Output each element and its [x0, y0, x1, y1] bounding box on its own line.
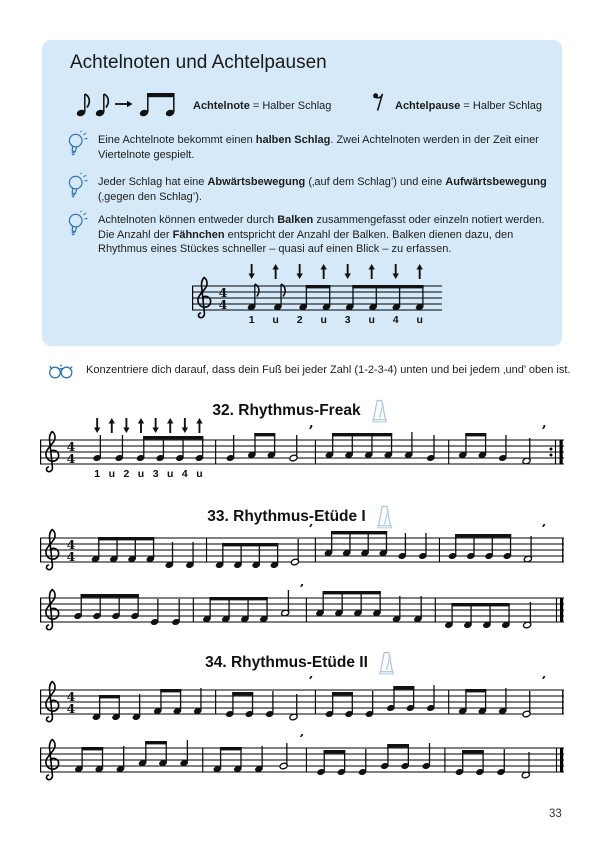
staff-exercise-33-line-1 [40, 524, 564, 580]
staff-exercise-32 [40, 414, 564, 484]
svg-text:4: 4 [66, 536, 76, 552]
focus-instruction: Konzentriere dich darauf, dass dein Fuß bei jeder Zahl (1-2-3-4) unten und bei jedem ‚und’ oben ist. [86, 364, 571, 376]
eighth-note-definition: = Halber Schlag [252, 100, 332, 112]
svg-text:4: 4 [66, 688, 76, 704]
eighth-rest-definition: = Halber Schlag [463, 100, 542, 112]
svg-text:’: ’ [299, 584, 305, 598]
svg-text:u: u [416, 314, 423, 326]
svg-text:u: u [320, 314, 327, 326]
svg-text:u: u [167, 468, 174, 480]
svg-text:’: ’ [541, 676, 547, 690]
section-title: Achtelnoten und Achtelpausen [70, 52, 327, 73]
exercise-34-title: 34. Rhythmus-Etüde II [205, 654, 368, 671]
exercise-32-title: 32. Rhythmus-Freak [212, 402, 361, 419]
svg-text:u: u [196, 468, 203, 480]
tip-text: Jeder Schlag hat eine Abwärtsbewegung (‚auf dem Schlag’) und eine Aufwärtsbewegung (‚gegen den Schlag’). [98, 176, 547, 203]
eighth-note-legend [193, 100, 331, 112]
eighth-note-term: Achtelnote [193, 100, 250, 112]
exercise-33-title: 33. Rhythmus-Etüde I [207, 508, 366, 525]
lightbulb-icon [64, 172, 90, 200]
eighth-rest-legend [395, 100, 542, 112]
svg-text:4: 4 [392, 314, 399, 326]
svg-text:4: 4 [66, 700, 76, 716]
svg-text:2: 2 [123, 468, 130, 480]
eighth-notes-diagram-icon [74, 86, 192, 122]
lightbulb-icon [64, 210, 90, 238]
svg-text:’: ’ [541, 422, 547, 440]
svg-text:u: u [108, 468, 115, 480]
metronome-icon [378, 651, 395, 675]
svg-text:3: 3 [344, 314, 351, 326]
svg-text:4: 4 [66, 450, 76, 466]
svg-text:’: ’ [541, 524, 547, 538]
staff-exercise-34-line-1 [40, 676, 564, 732]
svg-text:4: 4 [66, 438, 76, 454]
staff-exercise-33-line-2 [40, 584, 564, 640]
page-number: 33 [549, 808, 562, 820]
svg-text:’: ’ [308, 422, 314, 440]
svg-text:4: 4 [181, 468, 188, 480]
glasses-icon [46, 356, 76, 382]
svg-text:3: 3 [152, 468, 159, 480]
svg-text:1: 1 [248, 314, 255, 326]
counting-example-staff [192, 260, 442, 328]
svg-text:4: 4 [66, 548, 76, 564]
staff-exercise-34-line-2 [40, 734, 564, 790]
eighth-rest-term: Achtelpause [395, 100, 461, 112]
svg-text:4: 4 [218, 296, 228, 312]
svg-text:2: 2 [296, 314, 303, 326]
eighth-rest-icon [372, 91, 385, 113]
svg-text:’: ’ [308, 524, 314, 538]
svg-text:u: u [272, 314, 279, 326]
tip-text: Achtelnoten können entweder durch Balken zusammengefasst oder einzeln notiert werden. Die Anzahl der Fähnchen entspricht der Anzahl der Balken. Balken dienen dazu, den Rhythmus eines Stückes schneller – quasi auf einen Blick – zu erfassen. [98, 214, 545, 256]
exercise-34-heading [0, 651, 600, 675]
svg-text:’: ’ [299, 734, 305, 748]
svg-text:u: u [137, 468, 145, 480]
tip-text: Eine Achtelnote bekommt einen halben Schlag. Zwei Achtelnoten werden in der Zeit einer Viertelnote gespielt. [98, 134, 539, 161]
svg-text:u: u [368, 314, 375, 326]
info-box [42, 40, 562, 346]
svg-text:’: ’ [308, 676, 314, 690]
svg-text:4: 4 [218, 284, 228, 300]
svg-text:1: 1 [94, 468, 101, 480]
lightbulb-icon [64, 130, 90, 158]
